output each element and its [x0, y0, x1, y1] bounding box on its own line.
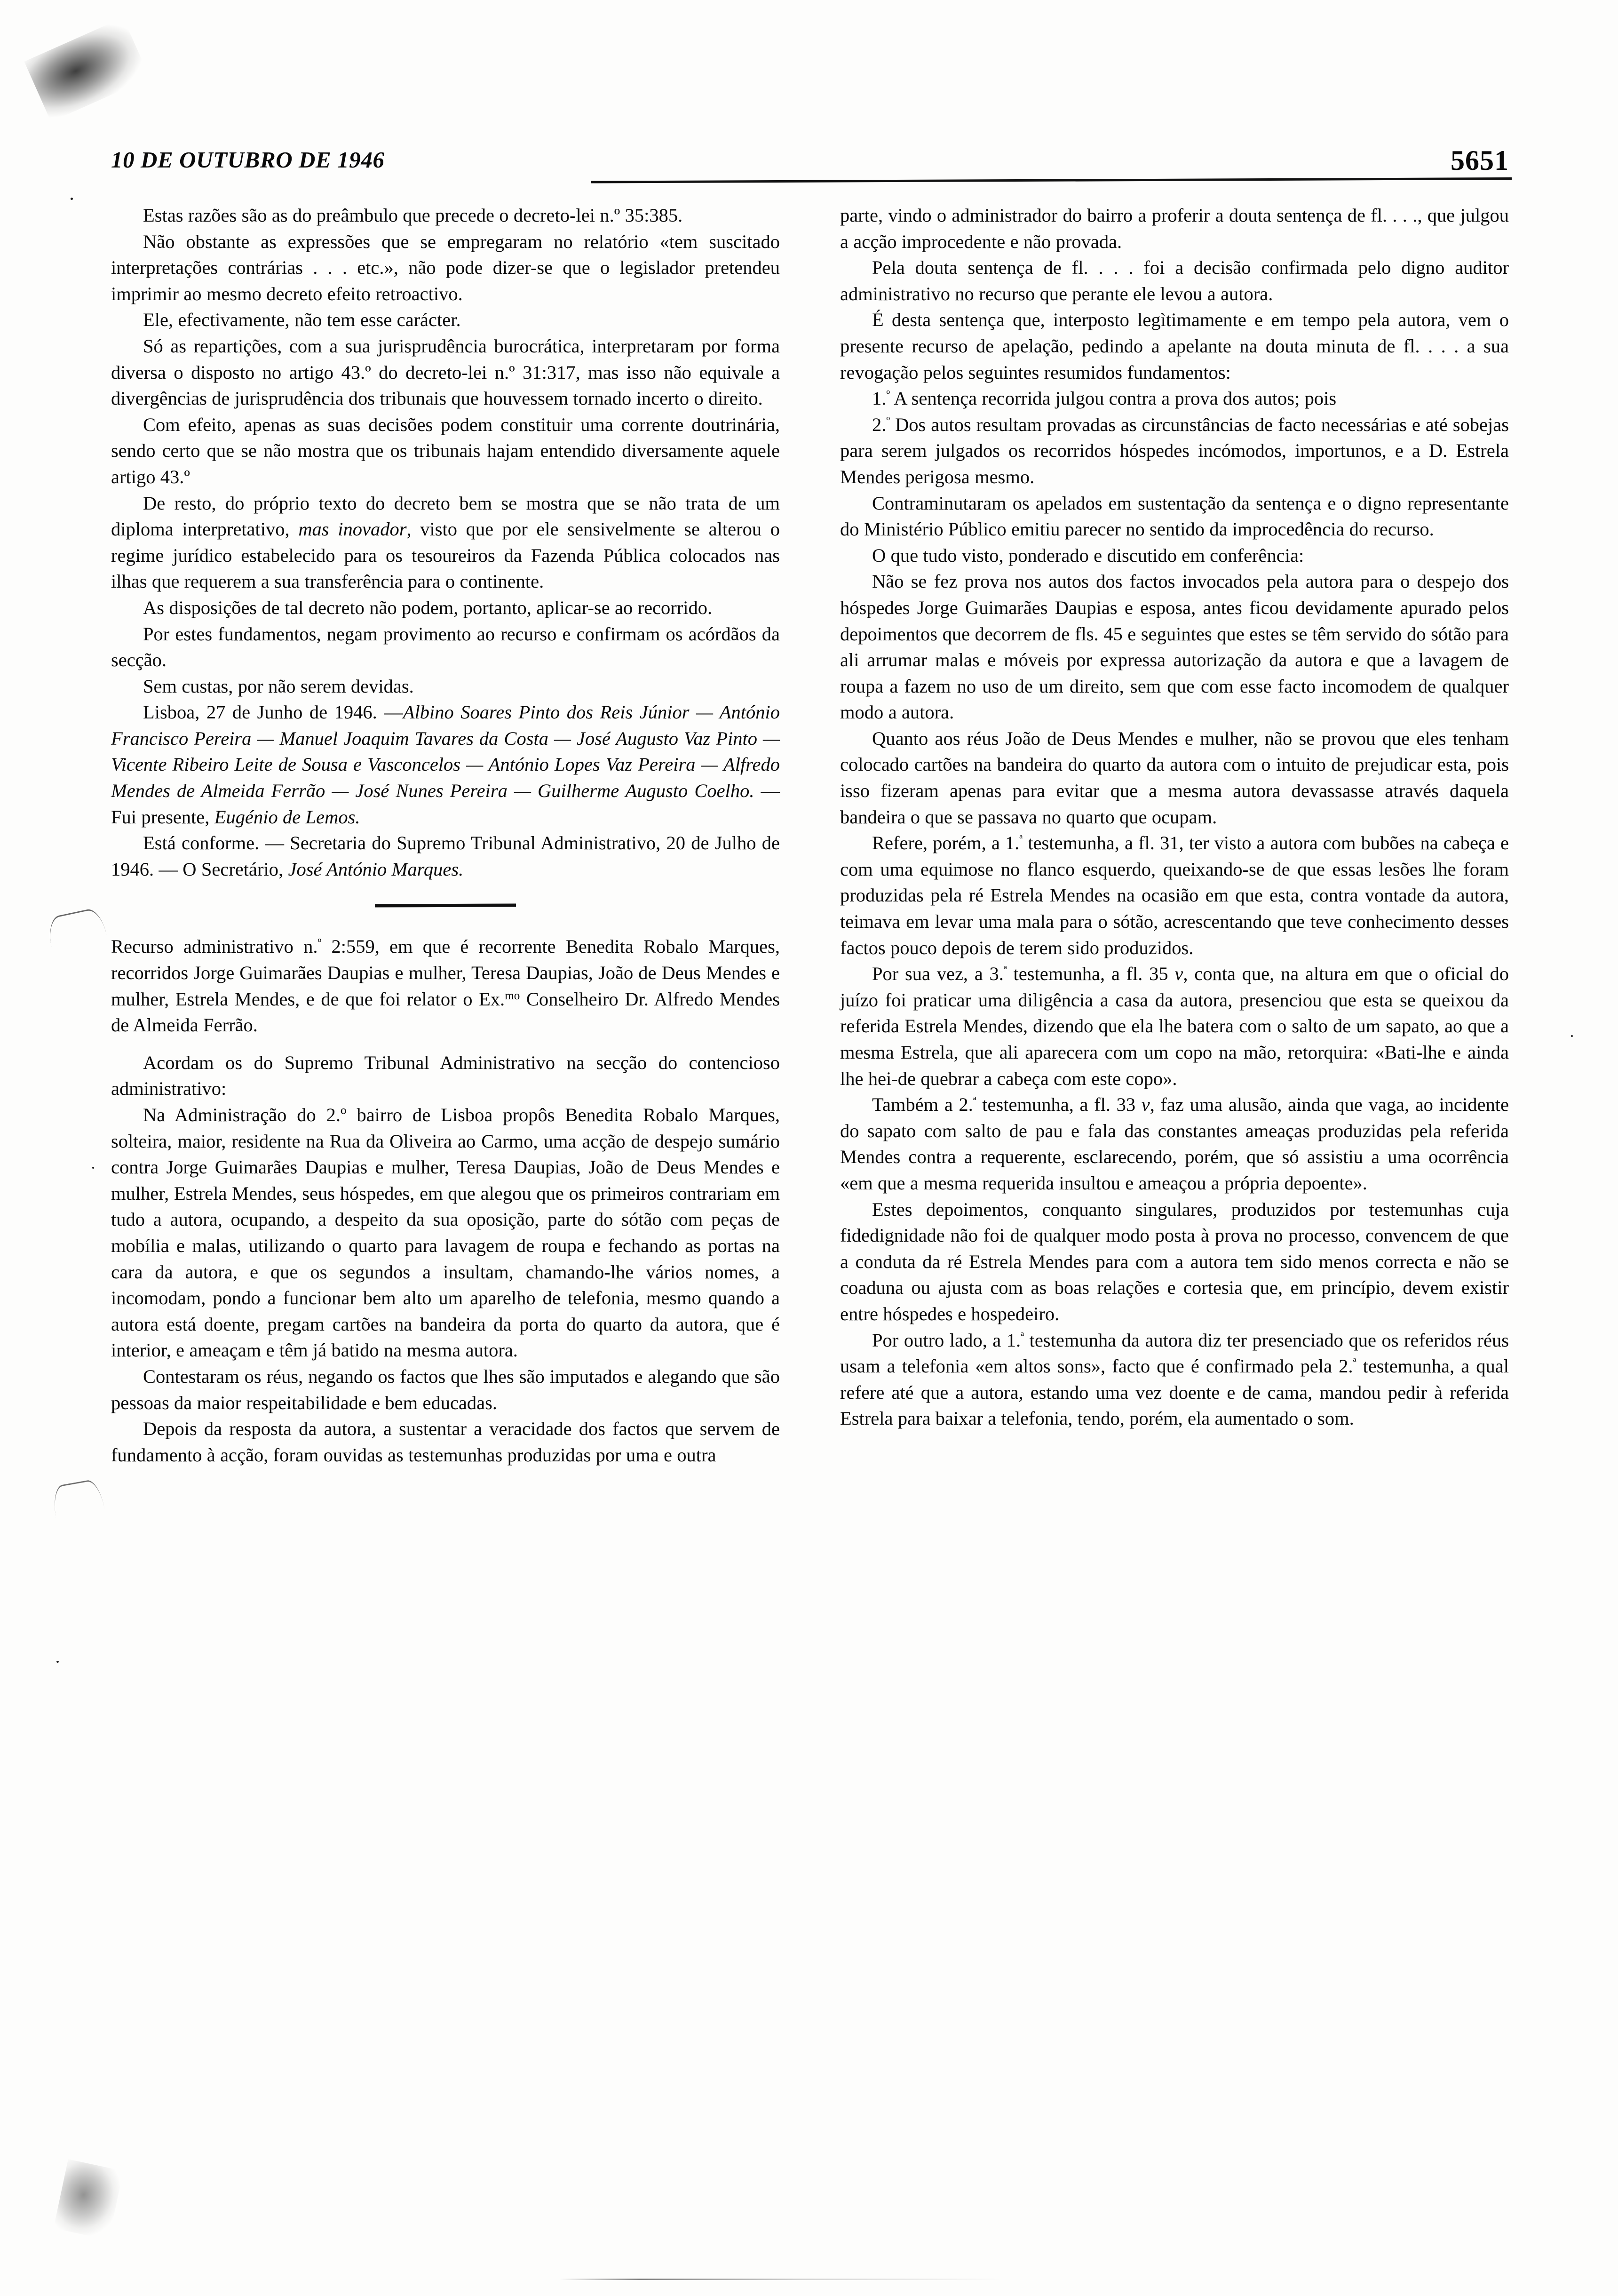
conformity-block: Está conforme. — Secretaria do Supremo Tribunal Administrativo, 20 de Julho de 1946. — O Secretário, José António Marques. [111, 832, 780, 880]
paragraph: Não se fez prova nos autos dos factos invocados pela autora para o despejo dos hóspedes Jorge Guimarães Daupias e esposa, antes ficou devidamente apurado pelos depoimentos que decorrem de fls. 45 e seguintes que estes se têm servido do sótão para ali arrumar malas e móveis por expressa autorização da autora e que a lavagem de roupa a fazem no uso de um direito, sem que com esse facto incomodem de qualquer modo a autora. [840, 571, 1509, 723]
emphasis-mas-inovador: mas inovador [298, 518, 407, 540]
spacer [111, 1038, 780, 1050]
paragraph: Quanto aos réus João de Deus Mendes e mulher, não se provou que eles tenham colocado cartões na bandeira do quarto da autora com o intuito de prejudicar esta, pois isso fizeram apenas para evitar que a mesma autora devassasse através daquela bandeira o que se passava no quarto que ocupam. [840, 727, 1509, 828]
testimony-first: Refere, porém, a 1.$^ª$ testemunha, a fl. 31, ter visto a autora com bubões na cabeça e com uma equimose no flanco esquerdo, queixando-se de que essas lesões lhe foram produzidas pela ré Estrela Mendes na ocasião em que esta, contra vontade da autora, teimava em levar uma mala para o sótão, acrescentando que teve conhecimento desses factos pouco depois de terem sido produzidos. [840, 832, 1509, 958]
ordinal-marker: ª [1021, 1330, 1024, 1343]
ordinal-marker: ª [973, 1095, 976, 1108]
item-text: Dos autos resultam provadas as circunstâncias de facto necessárias e até sobejas para serem julgados os recorridos hóspedes incómodos, importunos, e a D. Estrela Mendes perigosa mesmo. [840, 414, 1509, 487]
paragraph: É desta sentença que, interposto legìtimamente e em tempo pela autora, vem o presente recurso de apelação, pedindo a apelante na douta minuta de fl. . . . a sua revogação pelos seguintes resumidos fundamentos: [840, 309, 1509, 383]
item-marker: 1. [872, 388, 887, 409]
paragraph: Pela douta sentença de fl. . . . foi a decisão confirmada pelo digno auditor administrativo no recurso que perante ele levou a autora. [840, 257, 1509, 304]
ordinal-marker-exmo: mo [505, 989, 520, 1002]
paragraph: Por estes fundamentos, negam provimento ao recurso e confirmam os acórdãos da secção. [111, 623, 780, 671]
paragraph: Não obstante as expressões que se empregaram no relatório «tem suscitado interpretações contrárias . . . etc.», não pode dizer-se que o legislador pretendeu imprimir ao mesmo decreto efeito retroactivo. [111, 231, 780, 304]
running-head [111, 135, 1509, 180]
scan-bottom-edge [560, 2279, 1002, 2280]
paragraph: O que tudo visto, ponderado e discutido em conferência: [872, 544, 1304, 566]
paragraph: Só as repartições, com a sua jurisprudência burocrática, interpretaram por forma diversa o disposto no artigo 43.º do decreto-lei n.º 31:317, mas isso não equivale a divergências de jurisprudência dos tribunais que houvessem tornado incerto o direito. [111, 335, 780, 409]
secretary-label: O Secretário, [182, 858, 284, 880]
left-column [111, 202, 780, 2263]
numbered-item-2 [840, 412, 1509, 490]
judgment-opening: Acordam os do Supremo Tribunal Administrativo na secção do contencioso administrativo: [111, 1052, 780, 1100]
conformity-lead: Está conforme. [143, 832, 260, 854]
ordinal-marker: ª [1353, 1356, 1356, 1370]
ordinal-marker: º [886, 389, 890, 402]
paragraph: Estas razões são as do preâmbulo que precede o decreto-lei n.º 35:385. [143, 205, 683, 226]
ordinal-marker: º [886, 415, 890, 428]
scan-arc-mark-lower [50, 1478, 110, 1548]
secretary-name: José António Marques. [288, 858, 464, 880]
testimony-radio: Por outro lado, a 1.$^ª$ testemunha da autora diz ter presenciado que os referidos réus usam a telefonia «em altos sons», facto que é confirmado pela 2.$^ª$ testemunha, a qual refere até que a autora, estando uma vez doente e de cama, mandou pedir à referida Estrela para baixar a telefonia, tendo, porém, ela aumentado o som. [840, 1329, 1509, 1429]
present-label: Fui presente, [111, 806, 210, 828]
scan-speck [56, 1661, 59, 1663]
paragraph: Contraminutaram os apelados em sustentação da sentença e o digno representante do Ministério Público emitiu parecer no sentido da improcedência do recurso. [840, 492, 1509, 540]
paragraph: Estes depoimentos, conquanto singulares, produzidos por testemunhas cuja fidedignidade não foi de qualquer modo posta à prova no processo, convencem de que a conduta da ré Estrela Mendes para com a autora tem sido menos correcta e não se coaduna ou ajusta com as boas relações e cortesia que, em princípio, devem existir entre hóspedes e hospedeiro. [840, 1198, 1509, 1324]
present-name: Eugénio de Lemos. [214, 806, 360, 828]
paragraph: Sem custas, por não serem devidas. [143, 675, 414, 697]
paragraph: Com efeito, apenas as suas decisões podem constituir uma corrente doutrinária, sendo certo que se não mostra que os tribunais hajam entendido diversamente aquele artigo 43.º [111, 414, 780, 487]
scan-speck [71, 198, 73, 200]
section-divider [375, 904, 516, 908]
scan-speck [1571, 1035, 1573, 1037]
paragraph-with-emphasis: De resto, do próprio texto do decreto bem se mostra que se não trata de um diploma interpretativo, mas inovador, visto que por ele sensivelmente se alterou o regime jurídico estabelecido para os tesoureiros da Fazenda Pública colocados nas ilhas que requerem a sua transferência para o continente. [111, 492, 780, 592]
signature-place-date: Lisboa, 27 de Junho de 1946. [143, 702, 377, 723]
paragraph: Ele, efectivamente, não tem esse carácter. [143, 309, 461, 331]
testimony-second: Também a 2.$^ª$ testemunha, a fl. 33 v, faz uma alusão, ainda que vaga, ao incidente do sapato com salto de pau e fala das constantes ameaças produzidas pela referida Mendes contra a requerente, esclarecendo, porém, que só assistiu a uma ocorrência «em que a mesma requerida insultou e ameaçou a própria depoente». [840, 1094, 1509, 1194]
right-column [840, 202, 1509, 2263]
verso-marker: v [1174, 963, 1183, 985]
numbered-item-1 [840, 385, 1509, 412]
page-number: 5651 [1451, 145, 1509, 176]
paragraph: As disposições de tal decreto não podem, portanto, aplicar-se ao recorrido. [143, 597, 713, 618]
conformity-body: Secretaria do Supremo Tribunal Administrativo, 20 de Julho de 1946. [111, 832, 780, 880]
scan-smudge-top-left [24, 17, 150, 121]
scan-speck [92, 1167, 94, 1169]
item-text: A sentença recorrida julgou contra a prova dos autos; pois [894, 388, 1337, 409]
header-rule [591, 177, 1512, 183]
judges-names: Albino Soares Pinto dos Reis Júnior — António Francisco Pereira — Manuel Joaquim Tavares da Costa — José Augusto Vaz Pinto — Vicente Ribeiro Leite de Sousa e Vasconcelos — António Lopes Vaz Pereira — Alfredo Mendes de Almeida Ferrão — José Nunes Pereira — Guilherme Augusto Coelho. [111, 702, 780, 802]
two-column-body [111, 202, 1509, 2263]
paragraph: Depois da resposta da autora, a sustentar a veracidade dos factos que servem de fundamento à acção, foram ouvidas as testemunhas produzidas por uma e outra [111, 1418, 780, 1466]
verso-marker: v [1141, 1094, 1150, 1116]
signature-block: Lisboa, 27 de Junho de 1946. —Albino Soares Pinto dos Reis Júnior — António Francisco Pereira — Manuel Joaquim Tavares da Costa — José Augusto Vaz Pinto — Vicente Ribeiro Leite de Sousa e Vasconcelos — António Lopes Vaz Pereira — Alfredo Mendes de Almeida Ferrão — José Nunes Pereira — Guilherme Augusto Coelho. — Fui presente, Eugénio de Lemos. [111, 702, 780, 828]
paragraph: Na Administração do 2.º bairro de Lisboa propôs Benedita Robalo Marques, solteira, maior, residente na Rua da Oliveira ao Carmo, uma acção de despejo sumário contra Jorge Guimarães Daupias e mulher, Teresa Daupias, João de Deus Mendes e mulher, Estrela Mendes, seus hóspedes, em que alegou que os primeiros contrariam em tudo a autora, ocupando, a despeito da sua oposição, parte do sótão com peças de mobília e malas, utilizando o quarto para lavagem de roupa e fechando as portas na cara da autora, e que os segundos a insultam, chamando-lhe vários nomes, a incomodam, pondo a funcionar bem alto um aparelho de telefonia, mesmo quando a autora está doente, pregam cartões na bandeira da porta do quarto da autora, que é interior, e ameaçam e têm já batido na mesma autora. [111, 1104, 780, 1361]
paragraph-continuation: parte, vindo o administrador do bairro a proferir a douta sentença de fl. . . ., que julgou a acção improcedente e não provada. [840, 205, 1509, 252]
testimony-third: Por sua vez, a 3.$^ª$ testemunha, a fl. 35 v, conta que, na altura em que o oficial do juízo foi praticar uma diligência a casa da autora, presenciou que esta se queixou da referida Estrela Mendes, dizendo que ela lhe batera com o salto de um sapato, ao que a mesma Estrela, que ali aparecera com um copo na mão, retorquira: «Bati-lhe e ainda lhe hei-de quebrar a cabeça com este copo». [840, 963, 1509, 1089]
item-marker: 2. [872, 414, 887, 435]
ordinal-marker: ª [1019, 833, 1023, 846]
paragraph: Contestaram os réus, negando os factos que lhes são imputados e alegando que são pessoas da maior respeitabilidade e bem educadas. [111, 1365, 780, 1413]
ordinal-marker: º [317, 937, 322, 950]
case-caption: Recurso administrativo n.$^º$ 2:559, em que é recorrente Benedita Robalo Marques, recorridos Jorge Guimarães Daupias e mulher, Teresa Daupias, João de Deus Mendes e mulher, Estrela Mendes, e de que foi relator o Ex.$^{mo}$ Conselheiro Dr. Alfredo Mendes de Almeida Ferrão. [111, 936, 780, 1036]
ordinal-marker: ª [1003, 964, 1007, 977]
issue-date: 10 DE OUTUBRO DE 1946 [111, 147, 385, 173]
